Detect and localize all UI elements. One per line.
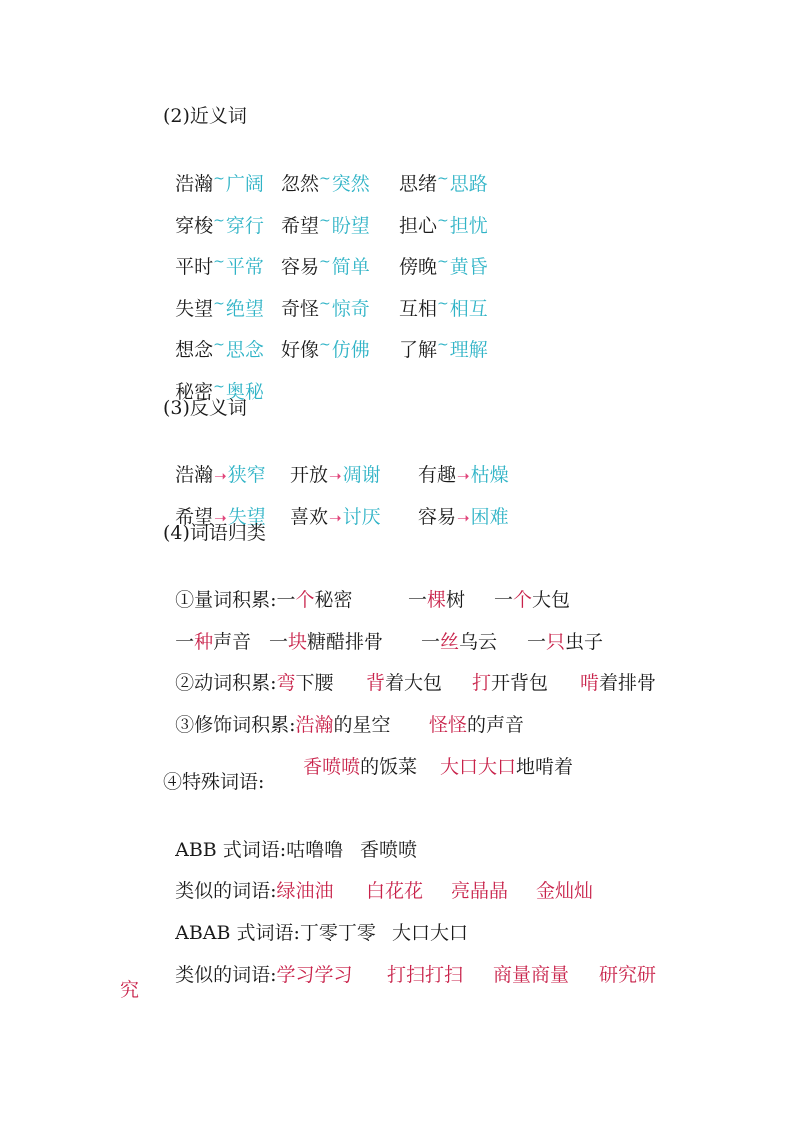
arrow-right-icon: ➝ (329, 467, 342, 485)
tilde-icon: ~ (437, 213, 449, 229)
antonym-pair: 容易➝困难 (418, 506, 509, 528)
abab-word: 大口大口 (392, 922, 469, 944)
measure-phrase: 一丝乌云 (421, 631, 498, 653)
synonym-pair: 傍晚~黄昏 (399, 254, 488, 278)
similar-word-wrap: 究 (120, 979, 140, 1001)
similar-word: 打扫打扫 (387, 964, 464, 986)
synonym-pair: 浩瀚~广阔 (175, 171, 264, 195)
abb-words-label: ABB 式词语: (175, 839, 287, 861)
similar-word: 商量商量 (493, 964, 570, 986)
modifier-phrase: 浩瀚的星空 (295, 714, 391, 736)
tilde-icon: ~ (319, 213, 331, 229)
arrow-right-icon: ➝ (457, 509, 470, 527)
antonym-pair: 浩瀚➝狭窄 (175, 464, 266, 486)
modifier-words-label: ③修饰词积累: (175, 714, 296, 736)
verb-phrase: 弯下腰 (276, 672, 334, 694)
tilde-icon: ~ (437, 296, 449, 312)
tilde-icon: ~ (319, 171, 331, 187)
abab-similar-line (163, 936, 657, 988)
tilde-icon: ~ (437, 337, 449, 353)
tilde-icon: ~ (437, 254, 449, 270)
tilde-icon: ~ (213, 296, 225, 312)
tilde-icon: ~ (319, 296, 331, 312)
similar-word: 白花花 (366, 880, 424, 902)
synonym-pair: 穿梭~穿行 (175, 213, 264, 237)
synonym-pair: 奇怪~惊奇 (281, 296, 370, 320)
similar-words-label: 类似的词语: (175, 880, 277, 902)
measure-phrase: 一个大包 (494, 589, 571, 611)
measure-phrase: 一块糖醋排骨 (269, 631, 384, 653)
synonym-pair: 平时~平常 (175, 254, 264, 278)
synonym-pair: 担心~担忧 (399, 213, 488, 237)
special-words-heading: ④特殊词语: (163, 771, 265, 793)
antonym-pair: 开放➝凋谢 (290, 464, 381, 486)
verb-phrase: 打开背包 (472, 672, 549, 694)
synonym-pair: 忽然~突然 (281, 171, 370, 195)
similar-word: 研究研 (599, 964, 657, 986)
measure-words-label: ①量词积累: (175, 589, 277, 611)
tilde-icon: ~ (437, 171, 449, 187)
similar-word: 学习学习 (276, 964, 353, 986)
measure-phrase: 一只虫子 (527, 631, 604, 653)
abab-words-label: ABAB 式词语: (175, 922, 300, 944)
antonym-pair: 喜欢➝讨厌 (290, 506, 381, 528)
tilde-icon: ~ (213, 213, 225, 229)
synonym-pair: 互相~相互 (399, 296, 488, 320)
arrow-right-icon: ➝ (214, 509, 227, 527)
tilde-icon: ~ (213, 379, 225, 395)
synonym-pair: 秘密~奥秘 (175, 379, 264, 403)
tilde-icon: ~ (213, 337, 225, 353)
tilde-icon: ~ (319, 337, 331, 353)
similar-word: 绿油油 (276, 880, 334, 902)
classification-heading: (4)词语归类 (163, 522, 266, 544)
modifier-words-line (291, 728, 574, 780)
abab-word: 丁零丁零 (299, 922, 376, 944)
modifier-phrase: 香喷喷的饭菜 (303, 756, 418, 778)
similar-words-label: 类似的词语: (175, 964, 277, 986)
tilde-icon: ~ (319, 254, 331, 270)
tilde-icon: ~ (213, 254, 225, 270)
modifier-phrase: 怪怪的声音 (429, 714, 525, 736)
measure-phrase: 一种声音 (175, 631, 252, 653)
verb-words-label: ②动词积累: (175, 672, 277, 694)
synonyms-heading: (2)近义词 (163, 105, 247, 127)
abb-word: 咕噜噜 (286, 839, 344, 861)
synonym-pair: 好像~仿佛 (281, 337, 370, 361)
synonym-pair: 想念~思念 (175, 337, 264, 361)
antonym-pair: 有趣➝枯燥 (418, 464, 509, 486)
synonym-pair: 希望~盼望 (281, 213, 370, 237)
synonym-pair: 了解~理解 (399, 337, 488, 361)
measure-phrase: 一个秘密 (276, 589, 353, 611)
arrow-right-icon: ➝ (457, 467, 470, 485)
arrow-right-icon: ➝ (214, 467, 227, 485)
modifier-phrase: 大口大口地啃着 (440, 756, 574, 778)
synonym-pair: 失望~绝望 (175, 296, 264, 320)
tilde-icon: ~ (213, 171, 225, 187)
verb-phrase: 背着大包 (366, 672, 443, 694)
verb-phrase: 啃着排骨 (580, 672, 657, 694)
abb-word: 香喷喷 (360, 839, 418, 861)
synonym-pair: 思绪~思路 (399, 171, 488, 195)
similar-word: 亮晶晶 (451, 880, 509, 902)
antonyms-heading: (3)反义词 (163, 397, 247, 419)
measure-phrase: 一棵树 (408, 589, 466, 611)
antonym-pair: 希望➝失望 (175, 506, 266, 528)
arrow-right-icon: ➝ (329, 509, 342, 527)
similar-word: 金灿灿 (536, 880, 594, 902)
synonym-pair: 容易~简单 (281, 254, 370, 278)
